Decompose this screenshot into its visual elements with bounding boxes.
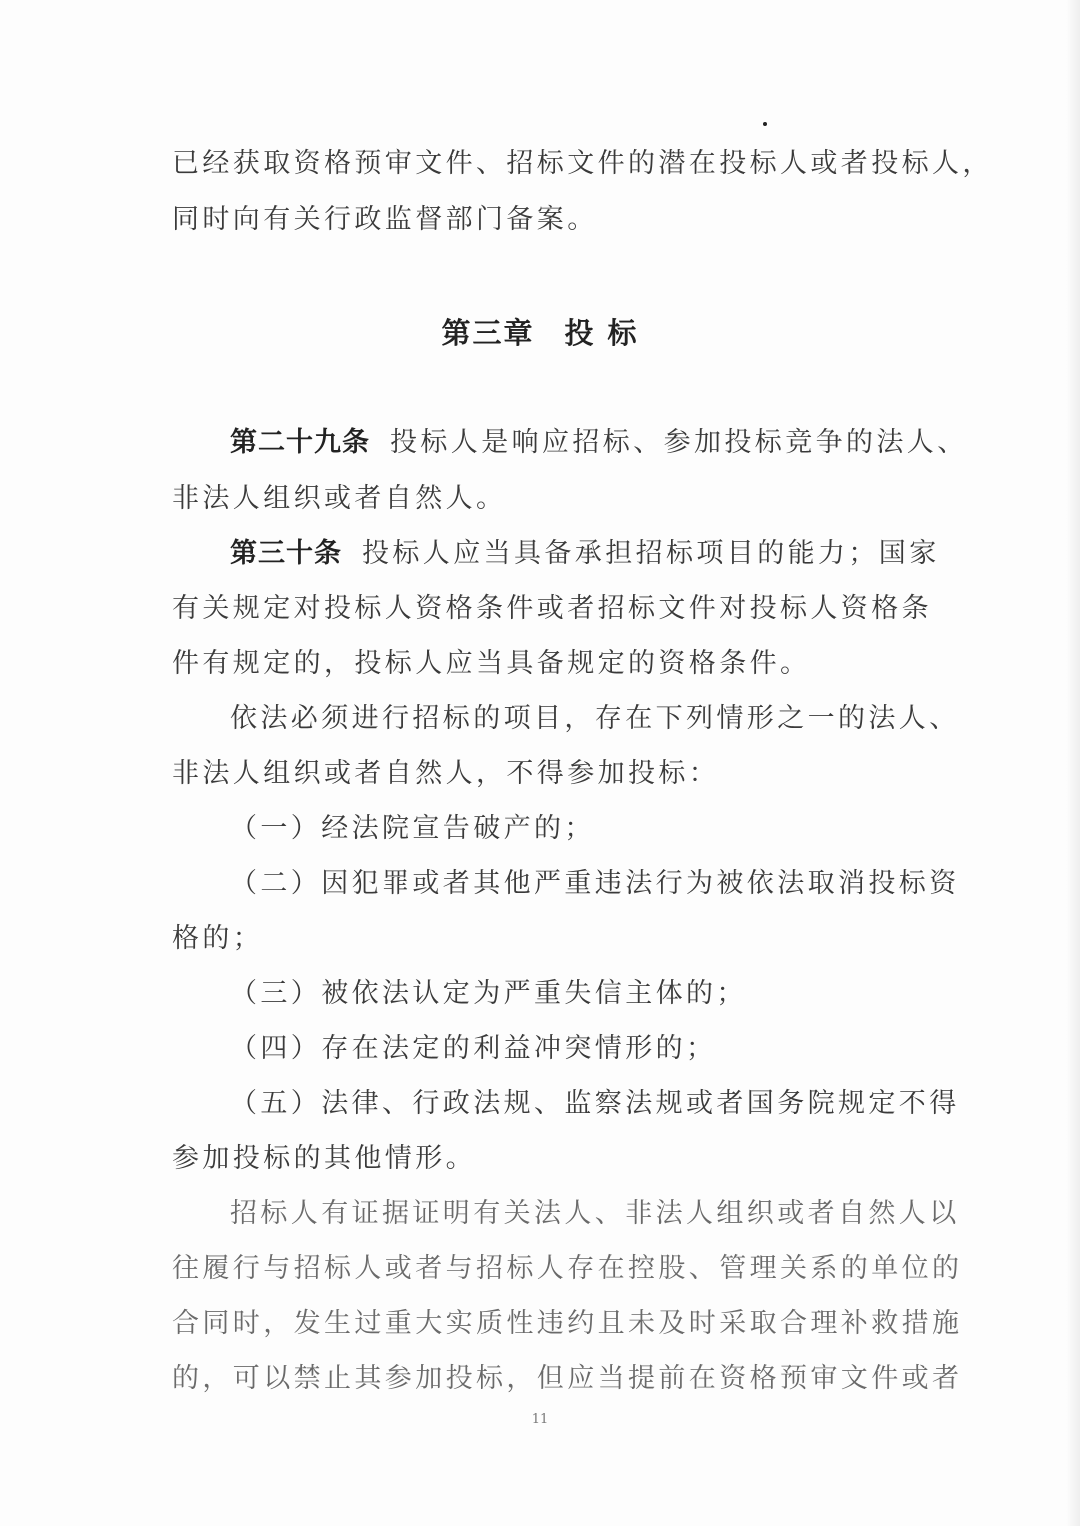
article-30-para3-line-3: 合同时，发生过重大实质性违约且未及时采取合理补救措施 xyxy=(172,1308,963,1339)
article-30-para2-line-1: 依法必须进行招标的项目，存在下列情形之一的法人、 xyxy=(230,703,960,734)
article-30-line-1 xyxy=(230,536,1020,572)
article-30-line-3: 件有规定的，投标人应当具备规定的资格条件。 xyxy=(172,648,811,679)
continuation-line-2: 同时向有关行政监督部门备案。 xyxy=(172,204,598,235)
list-item-5-line-2: 参加投标的其他情形。 xyxy=(172,1143,476,1174)
list-item-2-line-2: 格的； xyxy=(172,923,264,954)
article-29-label: 第二十九条 xyxy=(230,427,370,458)
list-item-2-line-1: （二）因犯罪或者其他严重违法行为被依法取消投标资 xyxy=(230,868,960,899)
article-29-line-1 xyxy=(230,425,1020,461)
article-29-line-2: 非法人组织或者自然人。 xyxy=(172,483,507,514)
chapter-number: 第三章 xyxy=(441,316,535,350)
article-30-para3-line-1: 招标人有证据证明有关法人、非法人组织或者自然人以 xyxy=(230,1198,960,1229)
article-30-label: 第三十条 xyxy=(230,538,342,569)
page-number: 11 xyxy=(531,1412,549,1427)
list-item-3: （三）被依法认定为严重失信主体的； xyxy=(230,978,747,1009)
list-item-5-line-1: （五）法律、行政法规、监察法规或者国务院规定不得 xyxy=(230,1088,960,1119)
article-30-text-1: 投标人应当具备承担招标项目的能力；国家 xyxy=(362,538,940,569)
scan-edge-shadow xyxy=(1066,0,1080,1526)
scan-speck xyxy=(763,122,767,126)
continuation-line-1: 已经获取资格预审文件、招标文件的潜在投标人或者投标人， xyxy=(172,148,993,179)
article-29-text-1: 投标人是响应招标、参加投标竞争的法人、 xyxy=(390,427,968,458)
article-30-para2-line-2: 非法人组织或者自然人，不得参加投标： xyxy=(172,758,720,789)
chapter-heading xyxy=(0,313,1080,353)
chapter-title: 投 标 xyxy=(564,316,639,350)
list-item-1: （一）经法院宣告破产的； xyxy=(230,813,595,844)
article-30-para3-line-4: 的，可以禁止其参加投标，但应当提前在资格预审文件或者 xyxy=(172,1363,963,1394)
article-30-para3-line-2: 往履行与招标人或者与招标人存在控股、管理关系的单位的 xyxy=(172,1253,963,1284)
list-item-4: （四）存在法定的利益冲突情形的； xyxy=(230,1033,717,1064)
article-30-line-2: 有关规定对投标人资格条件或者招标文件对投标人资格条 xyxy=(172,593,932,624)
